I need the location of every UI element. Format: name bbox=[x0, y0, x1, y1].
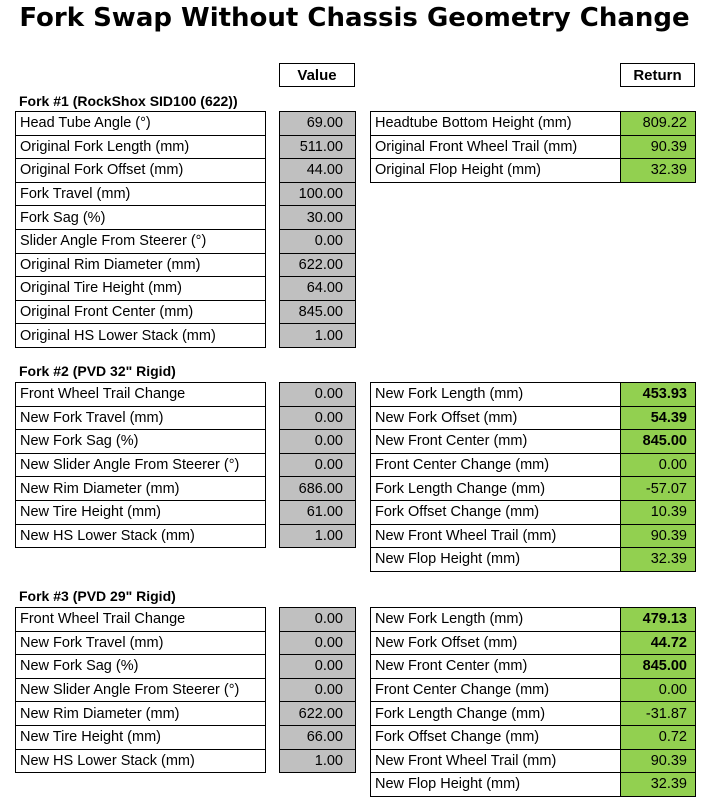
fork3-input-value[interactable]: 622.00 bbox=[280, 702, 356, 726]
fork3-output-value: 0.00 bbox=[621, 678, 696, 702]
table-row bbox=[16, 725, 696, 749]
fork1-input-value[interactable]: 845.00 bbox=[280, 300, 356, 324]
fork3-input-label: New Rim Diameter (mm) bbox=[16, 702, 266, 726]
table-row bbox=[16, 135, 696, 159]
table-row bbox=[16, 702, 696, 726]
fork1-input-label: Original Tire Height (mm) bbox=[16, 277, 266, 301]
fork2-output-value: 453.93 bbox=[621, 383, 696, 407]
fork2-output-value: 0.00 bbox=[621, 453, 696, 477]
fork1-input-value[interactable]: 1.00 bbox=[280, 324, 356, 348]
fork1-input-value[interactable]: 100.00 bbox=[280, 182, 356, 206]
fork3-input-label: New Slider Angle From Steerer (°) bbox=[16, 678, 266, 702]
fork3-output-value: 845.00 bbox=[621, 655, 696, 679]
table-row bbox=[16, 773, 696, 797]
table-row bbox=[16, 406, 696, 430]
fork3-input-label: New Fork Travel (mm) bbox=[16, 631, 266, 655]
table-row bbox=[16, 631, 696, 655]
fork2-input-value[interactable]: 0.00 bbox=[280, 383, 356, 407]
fork1-output-label: Original Front Wheel Trail (mm) bbox=[371, 135, 621, 159]
fork2-input-value[interactable]: 686.00 bbox=[280, 477, 356, 501]
table-row bbox=[16, 678, 696, 702]
fork3-output-label: New Fork Length (mm) bbox=[371, 608, 621, 632]
fork2-output-label: New Front Wheel Trail (mm) bbox=[371, 524, 621, 548]
fork3-heading: Fork #3 (PVD 29" Rigid) bbox=[19, 588, 176, 604]
table-row bbox=[16, 453, 696, 477]
table-row bbox=[16, 253, 696, 277]
fork2-input-label: Front Wheel Trail Change bbox=[16, 383, 266, 407]
table-row bbox=[16, 655, 696, 679]
fork1-input-value[interactable]: 44.00 bbox=[280, 159, 356, 183]
table-row bbox=[16, 548, 696, 572]
fork1-output-label: Original Flop Height (mm) bbox=[371, 159, 621, 183]
fork1-input-label: Original Fork Length (mm) bbox=[16, 135, 266, 159]
fork3-input-label: New Tire Height (mm) bbox=[16, 725, 266, 749]
table-row bbox=[16, 524, 696, 548]
fork2-output-value: 845.00 bbox=[621, 430, 696, 454]
fork1-heading: Fork #1 (RockShox SID100 (622)) bbox=[19, 93, 238, 109]
fork2-output-label: Fork Offset Change (mm) bbox=[371, 500, 621, 524]
fork3-output-value: 32.39 bbox=[621, 773, 696, 797]
table-row bbox=[16, 500, 696, 524]
fork2-input-value[interactable]: 0.00 bbox=[280, 453, 356, 477]
fork1-table bbox=[15, 111, 696, 348]
fork2-input-label: New Rim Diameter (mm) bbox=[16, 477, 266, 501]
fork2-output-label: New Front Center (mm) bbox=[371, 430, 621, 454]
fork2-output-label: Fork Length Change (mm) bbox=[371, 477, 621, 501]
fork3-output-label: New Front Center (mm) bbox=[371, 655, 621, 679]
fork2-input-value[interactable]: 0.00 bbox=[280, 430, 356, 454]
fork1-input-label: Original Front Center (mm) bbox=[16, 300, 266, 324]
fork3-output-value: 479.13 bbox=[621, 608, 696, 632]
fork1-output-value: 809.22 bbox=[621, 112, 696, 136]
fork2-input-label: New HS Lower Stack (mm) bbox=[16, 524, 266, 548]
fork3-input-value[interactable]: 0.00 bbox=[280, 608, 356, 632]
fork2-heading: Fork #2 (PVD 32" Rigid) bbox=[19, 363, 176, 379]
fork3-input-label: New HS Lower Stack (mm) bbox=[16, 749, 266, 773]
fork1-input-value[interactable]: 0.00 bbox=[280, 229, 356, 253]
fork2-input-value[interactable]: 61.00 bbox=[280, 500, 356, 524]
fork2-output-value: 32.39 bbox=[621, 548, 696, 572]
table-row bbox=[16, 324, 696, 348]
table-row bbox=[16, 477, 696, 501]
fork2-input-label: New Slider Angle From Steerer (°) bbox=[16, 453, 266, 477]
fork1-input-label: Fork Sag (%) bbox=[16, 206, 266, 230]
table-row bbox=[16, 229, 696, 253]
fork1-input-label: Fork Travel (mm) bbox=[16, 182, 266, 206]
fork3-output-label: Fork Offset Change (mm) bbox=[371, 725, 621, 749]
fork3-input-value[interactable]: 0.00 bbox=[280, 631, 356, 655]
fork3-input-label: Front Wheel Trail Change bbox=[16, 608, 266, 632]
fork1-input-label: Head Tube Angle (°) bbox=[16, 112, 266, 136]
table-row bbox=[16, 159, 696, 183]
table-row bbox=[16, 383, 696, 407]
fork2-table bbox=[15, 382, 696, 572]
fork3-input-value[interactable]: 66.00 bbox=[280, 725, 356, 749]
fork2-input-value[interactable]: 0.00 bbox=[280, 406, 356, 430]
fork3-table bbox=[15, 607, 696, 797]
table-row bbox=[16, 430, 696, 454]
table-row bbox=[16, 300, 696, 324]
fork2-output-label: Front Center Change (mm) bbox=[371, 453, 621, 477]
fork1-input-value[interactable]: 511.00 bbox=[280, 135, 356, 159]
table-row bbox=[16, 206, 696, 230]
table-row bbox=[16, 608, 696, 632]
fork1-input-value[interactable]: 64.00 bbox=[280, 277, 356, 301]
fork3-input-value[interactable]: 1.00 bbox=[280, 749, 356, 773]
fork1-output-label: Headtube Bottom Height (mm) bbox=[371, 112, 621, 136]
page-title: Fork Swap Without Chassis Geometry Change bbox=[19, 3, 690, 33]
fork2-output-value: 54.39 bbox=[621, 406, 696, 430]
fork2-output-label: New Fork Length (mm) bbox=[371, 383, 621, 407]
fork3-output-value: -31.87 bbox=[621, 702, 696, 726]
fork3-output-label: Fork Length Change (mm) bbox=[371, 702, 621, 726]
fork1-output-value: 90.39 bbox=[621, 135, 696, 159]
fork2-input-label: New Tire Height (mm) bbox=[16, 500, 266, 524]
fork3-output-value: 0.72 bbox=[621, 725, 696, 749]
fork1-input-value[interactable]: 622.00 bbox=[280, 253, 356, 277]
fork2-output-value: 90.39 bbox=[621, 524, 696, 548]
fork1-input-value[interactable]: 30.00 bbox=[280, 206, 356, 230]
table-row bbox=[16, 277, 696, 301]
fork3-output-label: New Front Wheel Trail (mm) bbox=[371, 749, 621, 773]
fork3-input-value[interactable]: 0.00 bbox=[280, 678, 356, 702]
fork2-output-value: 10.39 bbox=[621, 500, 696, 524]
fork1-output-value: 32.39 bbox=[621, 159, 696, 183]
fork1-input-label: Original Fork Offset (mm) bbox=[16, 159, 266, 183]
fork2-input-label: New Fork Travel (mm) bbox=[16, 406, 266, 430]
value-column-header: Value bbox=[279, 63, 355, 87]
return-column-header: Return bbox=[620, 63, 695, 87]
fork2-output-label: New Fork Offset (mm) bbox=[371, 406, 621, 430]
fork1-input-label: Original HS Lower Stack (mm) bbox=[16, 324, 266, 348]
fork2-input-label: New Fork Sag (%) bbox=[16, 430, 266, 454]
fork3-output-value: 90.39 bbox=[621, 749, 696, 773]
fork1-input-label: Original Rim Diameter (mm) bbox=[16, 253, 266, 277]
fork1-input-value[interactable]: 69.00 bbox=[280, 112, 356, 136]
fork3-output-label: New Flop Height (mm) bbox=[371, 773, 621, 797]
fork2-output-value: -57.07 bbox=[621, 477, 696, 501]
fork2-input-value[interactable]: 1.00 bbox=[280, 524, 356, 548]
fork3-input-value[interactable]: 0.00 bbox=[280, 655, 356, 679]
fork3-input-label: New Fork Sag (%) bbox=[16, 655, 266, 679]
table-row bbox=[16, 112, 696, 136]
table-row bbox=[16, 749, 696, 773]
fork3-output-value: 44.72 bbox=[621, 631, 696, 655]
fork1-input-label: Slider Angle From Steerer (°) bbox=[16, 229, 266, 253]
fork3-output-label: Front Center Change (mm) bbox=[371, 678, 621, 702]
fork3-output-label: New Fork Offset (mm) bbox=[371, 631, 621, 655]
fork2-output-label: New Flop Height (mm) bbox=[371, 548, 621, 572]
table-row bbox=[16, 182, 696, 206]
